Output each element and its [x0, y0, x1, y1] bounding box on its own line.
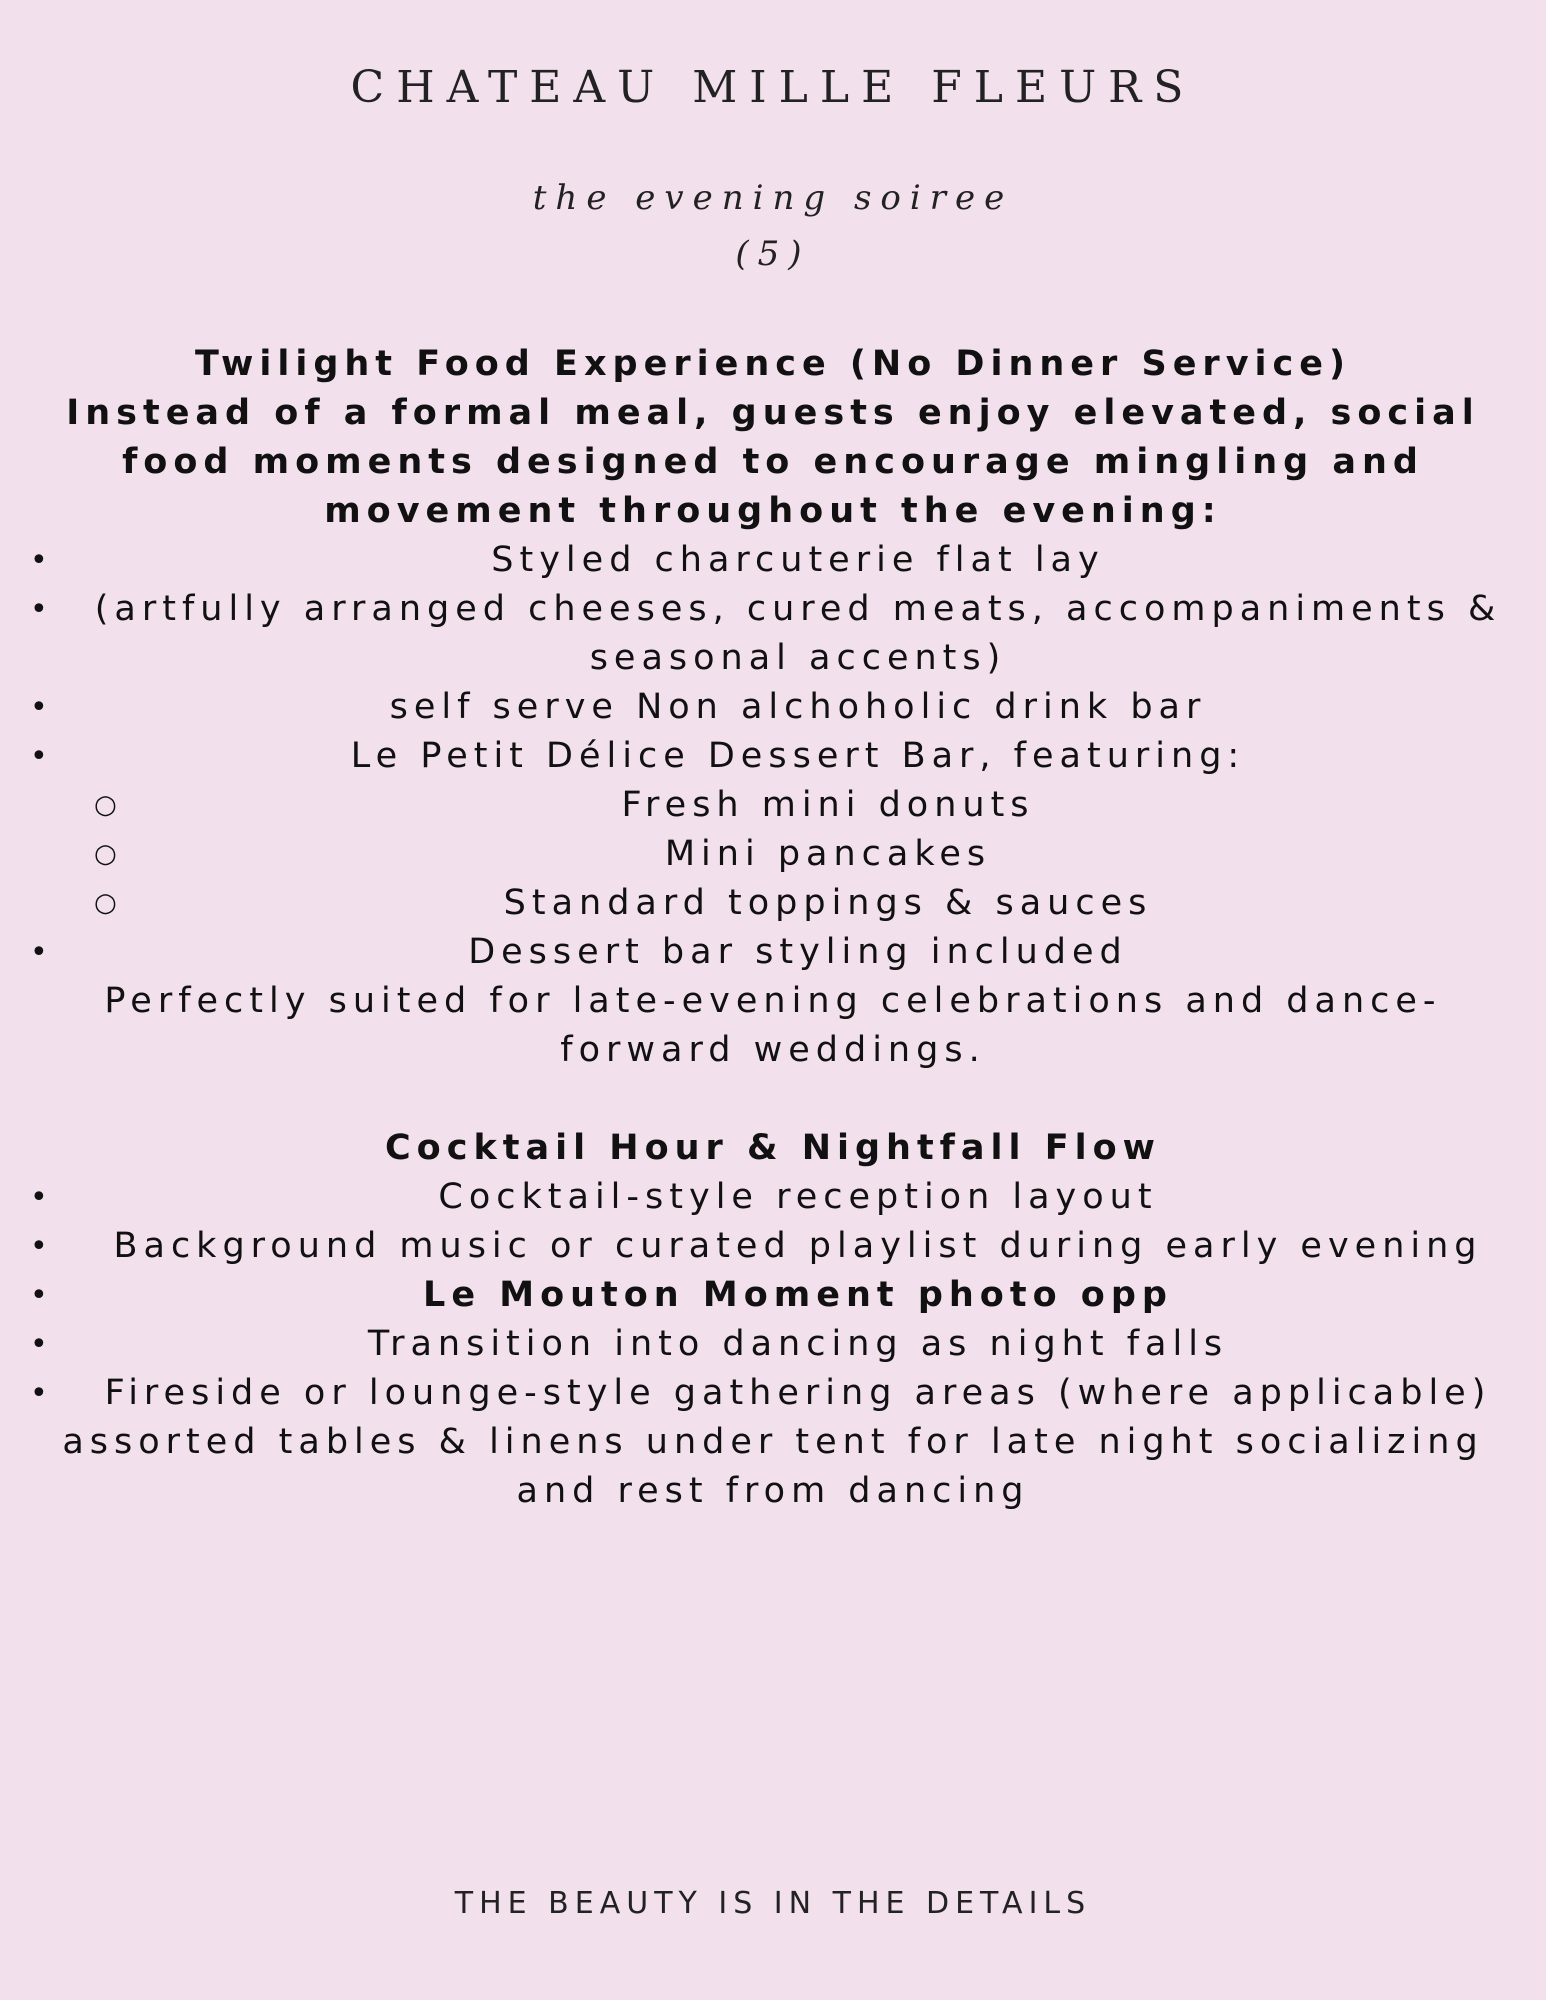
sub-list-item-text: Standard toppings & sauces — [503, 883, 1153, 923]
bullet-marker: • — [30, 935, 48, 970]
sub-bullet-marker: ○ — [94, 888, 117, 918]
list-item — [24, 928, 1522, 977]
bullet-marker: • — [30, 1229, 48, 1264]
list-item — [24, 585, 1522, 683]
section-closing-twilight: Perfectly suited for late-evening celebrations and dance-forward weddings. — [104, 981, 1442, 1070]
main-content — [24, 340, 1522, 1516]
list-item-text: Styled charcuterie flat lay — [491, 540, 1105, 580]
list-item-text: Cocktail-style reception layout — [438, 1177, 1158, 1217]
list-item-text: Fireside or lounge-style gathering areas (where applicable) — [104, 1373, 1492, 1413]
list-item-text: Transition into dancing as night falls — [367, 1324, 1229, 1364]
list-item — [24, 1222, 1522, 1271]
list-item-text: Le Mouton Moment photo opp — [423, 1275, 1173, 1315]
brand-title: CHATEAU MILLE FLEURS — [350, 62, 1196, 113]
page-number: (5) — [735, 234, 811, 274]
section-closing-cocktail: assorted tables & linens under tent for late night socializing and rest from dancing — [62, 1422, 1484, 1511]
sub-bullet-marker: ○ — [94, 790, 117, 820]
sub-list-item-text: Fresh mini donuts — [621, 785, 1035, 825]
sub-list-item — [24, 830, 1522, 879]
sub-list-item — [24, 879, 1522, 928]
list-item — [24, 683, 1522, 732]
list-item — [24, 732, 1522, 781]
sub-list-item — [24, 781, 1522, 830]
bullet-marker: • — [30, 739, 48, 774]
sub-list-item-text: Mini pancakes — [664, 834, 992, 874]
list-item — [24, 1320, 1522, 1369]
section-title-cocktail: Cocktail Hour & Nightfall Flow — [385, 1128, 1161, 1168]
bullet-marker: • — [30, 1278, 48, 1313]
list-item — [24, 1369, 1522, 1418]
bullet-marker: • — [30, 1376, 48, 1411]
list-item-text: Le Petit Délice Dessert Bar, featuring: — [350, 736, 1246, 776]
section-intro-twilight: Instead of a formal meal, guests enjoy elevated, social food moments designed to encourage mingling and movement throughout the evening: — [66, 393, 1480, 531]
section-spacer — [24, 1075, 1522, 1124]
subtitle-block — [0, 170, 1546, 282]
footer-tagline: THE BEAUTY IS IN THE DETAILS — [454, 1886, 1092, 1921]
subtitle: the evening soiree — [532, 178, 1014, 218]
bullet-marker: • — [30, 592, 48, 627]
list-item — [24, 536, 1522, 585]
section-title-twilight: Twilight Food Experience (No Dinner Service) — [194, 344, 1351, 384]
bullet-marker: • — [30, 690, 48, 725]
bullet-marker: • — [30, 1327, 48, 1362]
list-item-text: self serve Non alchoholic drink bar — [389, 687, 1207, 727]
list-item-text: (artfully arranged cheeses, cured meats, accompaniments & seasonal accents) — [94, 589, 1502, 678]
list-item-text: Background music or curated playlist during early evening — [113, 1226, 1483, 1266]
list-item — [24, 1271, 1522, 1320]
list-item — [24, 1173, 1522, 1222]
bullet-marker: • — [30, 543, 48, 578]
sub-bullet-marker: ○ — [94, 839, 117, 869]
list-item-text: Dessert bar styling included — [468, 932, 1128, 972]
bullet-marker: • — [30, 1180, 48, 1215]
